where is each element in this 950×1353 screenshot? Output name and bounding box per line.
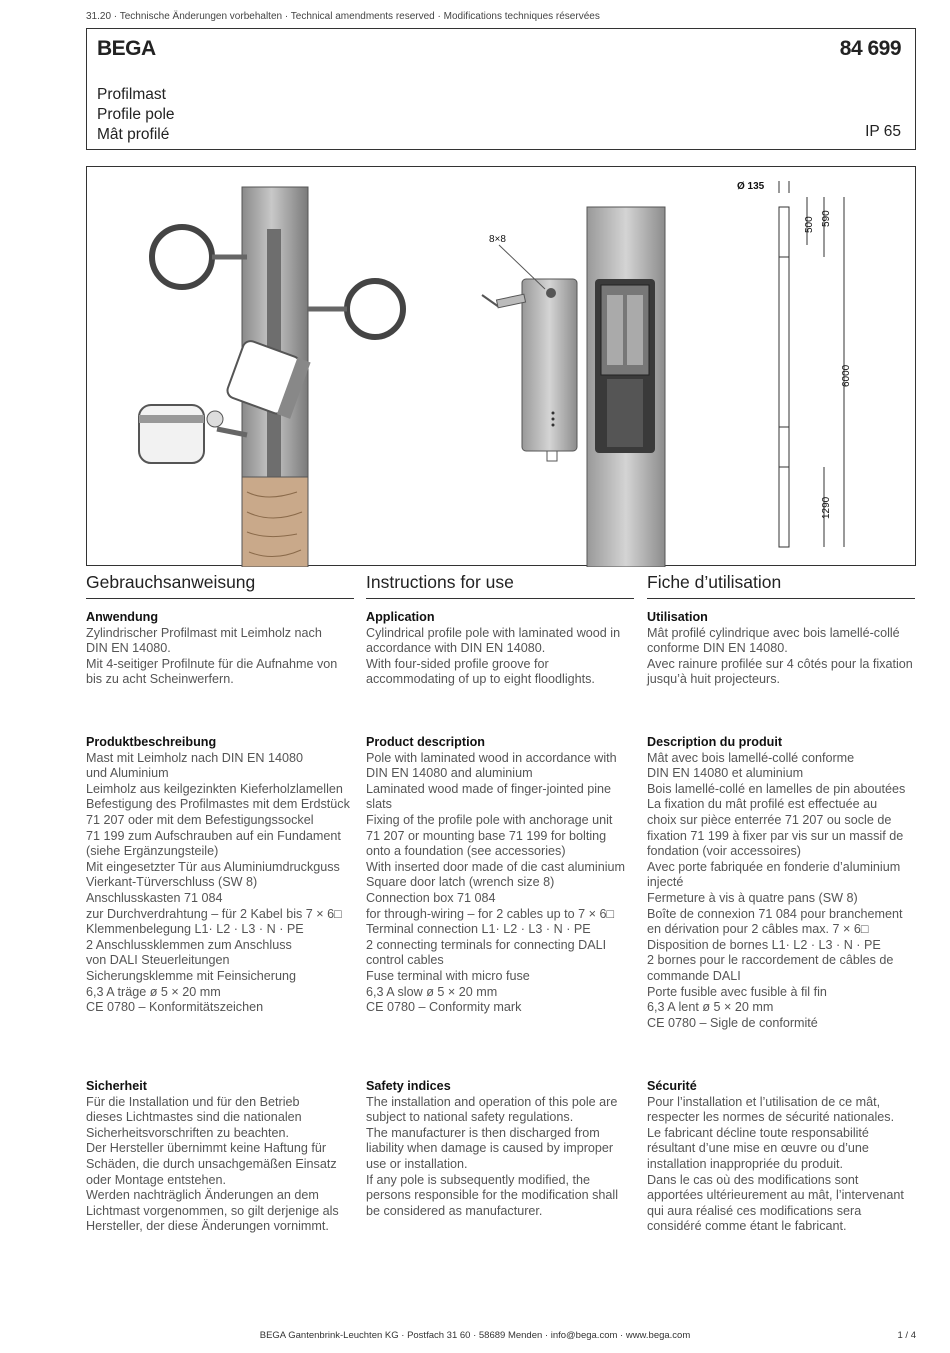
text-line: Avec porte fabriquée en fonderie d’aluminium <box>647 859 901 874</box>
text-line: Disposition de bornes L1· L2 · L3 · N · PE <box>647 937 881 952</box>
text-line: Avec rainure profilée sur 4 côtés pour la fixation <box>647 656 913 671</box>
text-line: Mât avec bois lamellé-collé conforme <box>647 750 855 765</box>
footer-address: BEGA Gantenbrink-Leuchten KG · Postfach 31 60 · 58689 Menden · info@bega.com · www.bega.com <box>259 1330 691 1341</box>
text-line: Square door latch (wrench size 8) <box>366 875 555 890</box>
text-line: commande DALI <box>647 968 741 983</box>
dim-1290-label: 1290 <box>821 496 832 519</box>
text-line: Fuse terminal with micro fuse <box>366 968 530 983</box>
text-line: Cylindrical profile pole with laminated wood in <box>366 625 621 640</box>
text-line: qui aura réalisé ces modifications sera <box>647 1203 862 1218</box>
text-line: Leimholz aus keilgezinkten Kieferholzlamellen <box>86 781 343 796</box>
text-line: With four-sided profile groove for <box>366 656 549 671</box>
text-line: bis zu acht Scheinwerfern. <box>86 672 234 687</box>
text-line: en dérivation pour 2 câbles max. 7 × 6□ <box>647 922 869 937</box>
dim-590-label: 590 <box>821 210 832 227</box>
text-line: Mit eingesetzter Tür aus Aluminiumdruckguss <box>86 859 340 874</box>
text-line: 71 207 or mounting base 71 199 for bolting <box>366 828 607 843</box>
text-line: Zylindrischer Profilmast mit Leimholz nach <box>86 625 322 640</box>
brand-name: BEGA <box>97 37 156 60</box>
pole-with-floodlights <box>139 187 403 567</box>
text-line: La fixation du mât profilé est effectuée au <box>647 797 878 812</box>
text-line: considéré comme étant le fabricant. <box>647 1219 847 1234</box>
text-line: Anschlusskasten 71 084 <box>86 890 223 905</box>
section-sicherheit <box>86 1079 358 1235</box>
text-line: Hersteller, der diese Änderungen vornimmt. <box>86 1219 329 1234</box>
key-size-label: 8×8 <box>489 234 506 245</box>
text-line: Boîte de connexion 71 084 pour branchement <box>647 906 903 921</box>
text-line: If any pole is subsequently modified, the <box>366 1172 591 1187</box>
text-line: accommodating of up to eight floodlights. <box>366 672 595 687</box>
text-line: 2 bornes pour le raccordement de câbles de <box>647 953 894 968</box>
product-names <box>97 85 175 145</box>
text-line: 2 connecting terminals for connecting DALI <box>366 937 607 952</box>
text-line: Porte fusible avec fusible à fil fin <box>647 984 827 999</box>
section-heading: Safety indices <box>366 1079 451 1093</box>
column-en <box>366 572 634 1218</box>
section-heading: Application <box>366 610 435 624</box>
text-line: fixation 71 199 à fixer par vis sur un massif de <box>647 828 904 843</box>
product-name-en: Profile pole <box>97 106 175 123</box>
text-line: installation inappropriée du produit. <box>647 1156 844 1171</box>
section-utilisation <box>647 610 919 688</box>
text-line: Lichtmast vorgenommen, so gilt derjenige als <box>86 1203 339 1218</box>
text-line: Le fabricant décline toute responsabilité <box>647 1125 869 1140</box>
text-line: Der Hersteller übernimmt keine Haftung für <box>86 1141 327 1156</box>
text-line: 2 Anschlussklemmen zum Anschluss <box>86 937 292 952</box>
article-number: 84 699 <box>839 37 901 60</box>
text-line: Laminated wood made of finger-jointed pine <box>366 781 612 796</box>
text-line: CE 0780 – Conformity mark <box>366 1000 522 1015</box>
section-product-description <box>366 735 638 1016</box>
text-line: Mast mit Leimholz nach DIN EN 14080 <box>86 750 303 765</box>
text-line: 71 199 zum Aufschrauben auf ein Fundament <box>86 828 341 843</box>
ip-rating: IP 65 <box>865 123 901 140</box>
section-description-produit <box>647 735 919 1031</box>
section-application <box>366 610 638 688</box>
section-heading: Description du produit <box>647 735 783 749</box>
column-title-fr: Fiche d’utilisation <box>647 572 915 599</box>
text-line: Schäden, die durch unsachgemäßen Einsatz <box>86 1156 337 1171</box>
column-title-de: Gebrauchsanweisung <box>86 572 354 599</box>
text-line: onto a foundation (see accessories) <box>366 844 566 859</box>
section-anwendung <box>86 610 358 688</box>
text-line: 71 207 oder mit dem Befestigungssockel <box>86 812 314 827</box>
text-line: respecter les normes de sécurité nationales. <box>647 1110 895 1125</box>
text-line: Terminal connection L1· L2 · L3 · N · PE <box>366 922 591 937</box>
text-line: (siehe Ergänzungsteile) <box>86 844 219 859</box>
text-line: Connection box 71 084 <box>366 890 496 905</box>
text-line: With inserted door made of die cast aluminium <box>366 859 625 874</box>
text-line: Für die Installation und für den Betrieb <box>86 1094 300 1109</box>
text-line: zur Durchverdrahtung – für 2 Kabel bis 7 × 6□ <box>86 906 342 921</box>
text-line: CE 0780 – Sigle de conformité <box>647 1015 818 1030</box>
column-title-en: Instructions for use <box>366 572 634 599</box>
text-line: use or installation. <box>366 1156 468 1171</box>
column-de <box>86 572 354 1234</box>
header-box <box>86 28 916 150</box>
text-line: liability when damage is caused by improper <box>366 1141 614 1156</box>
section-heading: Sicherheit <box>86 1079 147 1093</box>
text-line: Sicherungsklemme mit Feinsicherung <box>86 968 296 983</box>
text-line: apportées ultérieurement au mât, l’intervenant <box>647 1188 904 1203</box>
product-name-fr: Mât profilé <box>97 126 170 143</box>
dim-500-label: 500 <box>804 216 815 233</box>
text-line: choix sur pièce enterrée 71 207 ou socle de <box>647 812 892 827</box>
page-number: 1 / 4 <box>897 1330 916 1341</box>
text-line: Dans le cas où des modifications sont <box>647 1172 859 1187</box>
section-heading: Produktbeschreibung <box>86 735 217 749</box>
text-line: Werden nachträglich Änderungen an dem <box>86 1188 319 1203</box>
text-line: Fixing of the profile pole with anchorage unit <box>366 812 613 827</box>
pole-open-door <box>587 207 665 567</box>
text-line: Mât profilé cylindrique avec bois lamellé-collé <box>647 625 900 640</box>
text-line: Pour l’installation et l’utilisation de ce mât, <box>647 1094 881 1109</box>
text-line: slats <box>366 797 392 812</box>
text-line: Bois lamellé-collé en lamelles de pin aboutées <box>647 781 906 796</box>
dimension-drawing <box>737 181 852 547</box>
text-line: DIN EN 14080 and aluminium <box>366 766 533 781</box>
text-line: control cables <box>366 953 444 968</box>
product-name-de: Profilmast <box>97 86 166 103</box>
text-line: DIN EN 14080. <box>86 641 171 656</box>
text-line: accordance with DIN EN 14080. <box>366 641 546 656</box>
column-fr <box>647 572 915 1234</box>
dim-6000-label: 6000 <box>841 364 852 387</box>
text-line: for through-wiring – for 2 cables up to 7 × 6□ <box>366 906 615 921</box>
section-heading: Utilisation <box>647 610 708 624</box>
product-figure <box>86 166 916 566</box>
text-line: 6,3 A träge ø 5 × 20 mm <box>86 984 221 999</box>
text-line: dieses Lichtmastes sind die nationalen <box>86 1110 302 1125</box>
text-line: Fermeture à vis à quatre pans (SW 8) <box>647 890 858 905</box>
text-line: und Aluminium <box>86 766 169 781</box>
section-produktbeschreibung <box>86 735 358 1016</box>
section-heading: Sécurité <box>647 1079 697 1093</box>
text-line: CE 0780 – Konformitätszeichen <box>86 1000 264 1015</box>
text-line: The installation and operation of this pole are <box>366 1094 618 1109</box>
dim-diameter-label: Ø 135 <box>737 181 765 192</box>
text-line: persons responsible for the modification shall <box>366 1188 619 1203</box>
text-line: oder Montage entstehen. <box>86 1172 227 1187</box>
text-line: Klemmenbelegung L1· L2 · L3 · N · PE <box>86 922 304 937</box>
text-line: subject to national safety regulations. <box>366 1110 574 1125</box>
text-line: 6,3 A slow ø 5 × 20 mm <box>366 984 498 999</box>
text-line: Vierkant-Türverschluss (SW 8) <box>86 875 258 890</box>
section-heading: Product description <box>366 735 485 749</box>
revision-note: 31.20 · Technische Änderungen vorbehalten · Technical amendments reserved · Modifications techniques réservées <box>86 11 600 22</box>
door-and-key <box>482 234 577 461</box>
product-drawing <box>87 167 917 567</box>
text-line: 6,3 A lent ø 5 × 20 mm <box>647 1000 774 1015</box>
text-line: résultant d’une mise en œuvre ou d’une <box>647 1141 869 1156</box>
section-safety <box>366 1079 638 1219</box>
section-securite <box>647 1079 919 1235</box>
text-line: jusqu’à huit projecteurs. <box>647 672 781 687</box>
text-line: von DALI Steuerleitungen <box>86 953 230 968</box>
text-line: be considered as manufacturer. <box>366 1203 543 1218</box>
section-heading: Anwendung <box>86 610 159 624</box>
text-line: Mit 4-seitiger Profilnute für die Aufnahme von <box>86 656 338 671</box>
text-line: Befestigung des Profilmastes mit dem Erdstück <box>86 797 350 812</box>
text-line: Pole with laminated wood in accordance with <box>366 750 617 765</box>
text-line: conforme DIN EN 14080. <box>647 641 788 656</box>
text-line: injecté <box>647 875 684 890</box>
text-line: Sicherheitsvorschriften zu beachten. <box>86 1125 290 1140</box>
text-line: DIN EN 14080 et aluminium <box>647 766 804 781</box>
text-line: fondation (voir accessoires) <box>647 844 801 859</box>
text-line: The manufacturer is then discharged from <box>366 1125 600 1140</box>
